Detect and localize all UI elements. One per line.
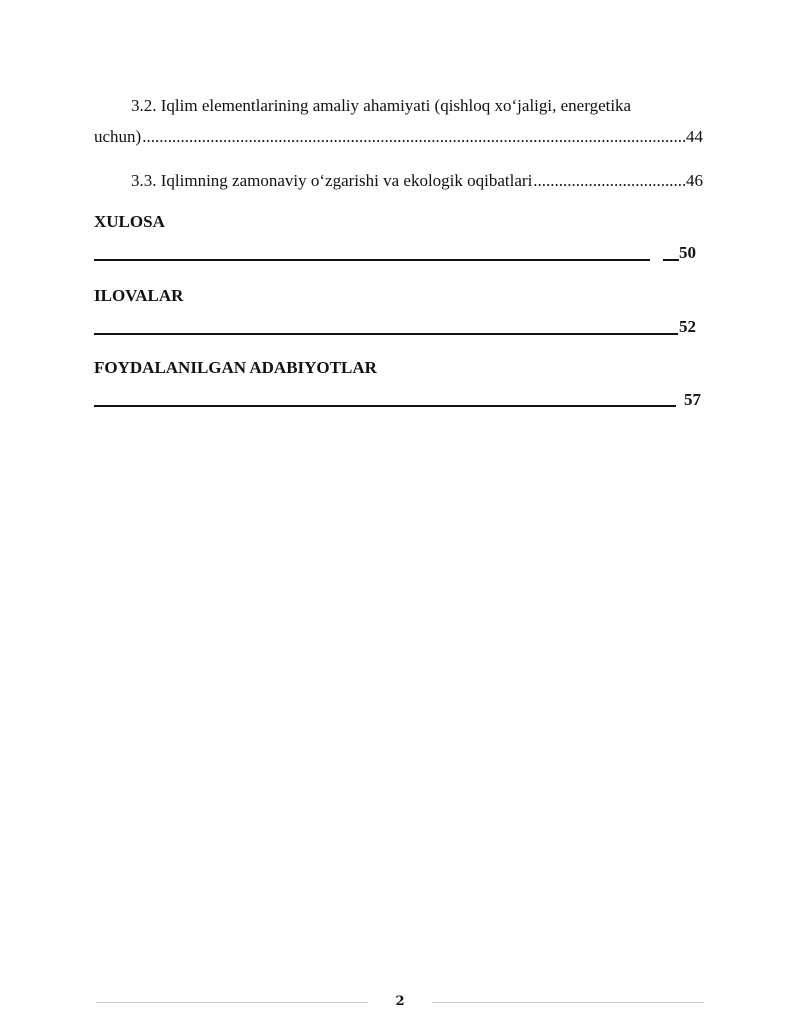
toc-heading-foydalanilgan: FOYDALANILGAN ADABIYOTLAR	[94, 358, 377, 377]
footer-divider-left	[96, 1002, 368, 1003]
footer-page-number: 2	[395, 994, 405, 1009]
toc-entry-3-3	[131, 170, 703, 192]
toc-entry-3-3-page: 46	[686, 171, 703, 190]
toc-leader-rule	[94, 259, 650, 261]
toc-leader-dots	[533, 170, 685, 192]
toc-entry-3-2-line2	[94, 126, 703, 148]
toc-page-ilovalar: 52	[679, 317, 696, 336]
toc-entry-3-2-line1: 3.2. Iqlim elementlarining amaliy ahamiyati (qishloq xo‘jaligi, energetika	[131, 96, 632, 115]
toc-leader-dots	[142, 126, 685, 148]
toc-leader-rule	[94, 405, 676, 407]
toc-entry-3-3-title: 3.3. Iqlimning zamonaviy o‘zgarishi va ekologik oqibatlari	[131, 171, 533, 190]
toc-entry-3-2-continuation: uchun)	[94, 127, 142, 146]
toc-page-xulosa: 50	[679, 243, 696, 262]
toc-leader-rule	[663, 259, 679, 261]
toc-heading-xulosa: XULOSA	[94, 212, 165, 231]
footer-divider-right	[432, 1002, 704, 1003]
toc-entry-3-2-page: 44	[686, 127, 703, 146]
toc-page-foydalanilgan: 57	[684, 390, 701, 409]
toc-leader-rule	[94, 333, 678, 335]
toc-heading-ilovalar: ILOVALAR	[94, 286, 184, 305]
